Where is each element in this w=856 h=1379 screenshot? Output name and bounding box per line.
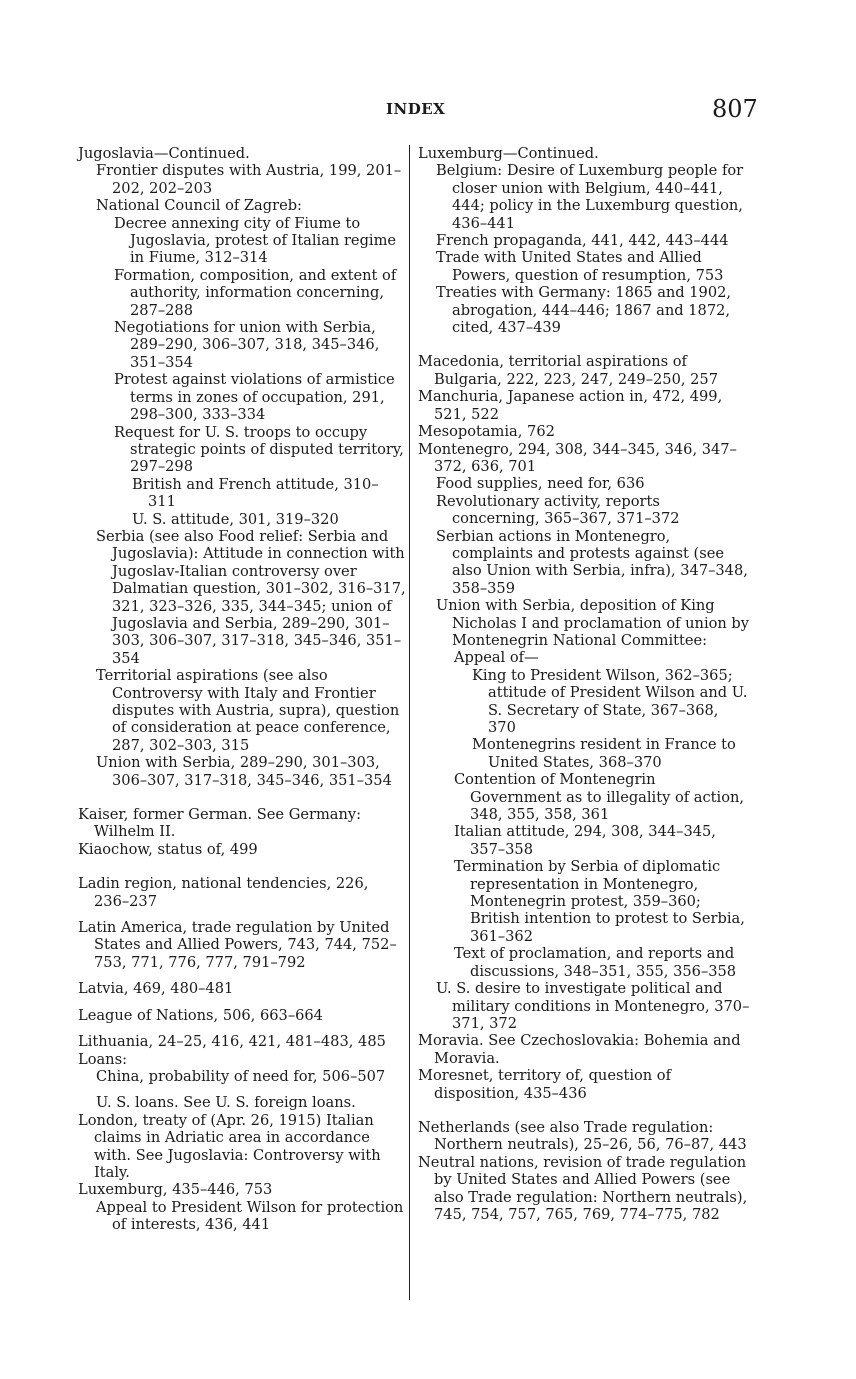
index-entry: Formation, composition, and extent of authority, information concerning, 287–288 bbox=[114, 266, 397, 319]
column-divider bbox=[409, 145, 410, 1300]
index-entry: Mesopotamia, 762 bbox=[418, 423, 555, 441]
index-entry: Text of proclamation, and reports and discussions, 348–351, 355, 356–358 bbox=[454, 945, 737, 980]
index-entry: Neutral nations, revision of trade regulation by United States and Allied Powers (see also Trade regulation: Northern neutrals), 745, 754, 757, 765, 769, 774–775, 782 bbox=[418, 1153, 748, 1223]
index-entry: Termination by Serbia of diplomatic representation in Montenegro, Montenegrin protest, 359–360; British intention to protest to Serbia, 361–362 bbox=[454, 858, 745, 945]
running-head: INDEX bbox=[386, 100, 446, 118]
index-entry: Kiaochow, status of, 499 bbox=[78, 840, 258, 858]
index-column-left bbox=[78, 145, 406, 1234]
index-entry: China, probability of need for, 506–507 bbox=[96, 1067, 386, 1085]
index-entry: Luxemburg—Continued. bbox=[418, 145, 599, 162]
index-entry: U. S. desire to investigate political and military conditions in Montenegro, 370–371, 372 bbox=[436, 980, 750, 1032]
index-entry: Loans: bbox=[78, 1050, 127, 1068]
index-entry: Frontier disputes with Austria, 199, 201–202, 202–203 bbox=[96, 162, 402, 197]
index-entry: Union with Serbia, 289–290, 301–303, 306–307, 317–318, 345–346, 351–354 bbox=[96, 754, 392, 789]
index-entry: Lithuania, 24–25, 416, 421, 481–483, 485 bbox=[78, 1033, 386, 1051]
index-entry: Belgium: Desire of Luxemburg people for closer union with Belgium, 440–441, 444; policy in the Luxemburg question, 436–441 bbox=[436, 162, 744, 232]
index-entry: Montenegro, 294, 308, 344–345, 346, 347–372, 636, 701 bbox=[418, 440, 737, 475]
index-entry: Latvia, 469, 480–481 bbox=[78, 980, 234, 998]
index-entry: Serbian actions in Montenegro, complaints and protests against (see also Union with Serbia, infra), 347–348, 358–359 bbox=[436, 527, 748, 597]
index-entry: Revolutionary activity, reports concerning, 365–367, 371–372 bbox=[436, 492, 680, 528]
page-number: 807 bbox=[712, 95, 758, 123]
index-entry: Protest against violations of armistice terms in zones of occupation, 291, 298–300, 333–334 bbox=[114, 371, 395, 424]
index-entry: Contention of Montenegrin Government as to illegality of action, 348, 355, 358, 361 bbox=[454, 771, 745, 824]
index-entry: Negotiations for union with Serbia, 289–290, 306–307, 318, 345–346, 351–354 bbox=[114, 319, 380, 371]
index-entry: London, treaty of (Apr. 26, 1915) Italian claims in Adriatic area in accordance with. See Jugoslavia: Controversy with Italy. bbox=[78, 1111, 381, 1181]
index-entry: Decree annexing city of Fiume to Jugoslavia, protest of Italian regime in Fiume, 312–314 bbox=[114, 214, 397, 267]
index-entry: Territorial aspirations (see also Controversy with Italy and Frontier disputes with Austria, supra), question of consideration at peace conference, 287, 302–303, 315 bbox=[96, 667, 400, 754]
index-entry: Jugoslavia—Continued. bbox=[78, 145, 250, 162]
index-entry: Treaties with Germany: 1865 and 1902, abrogation, 444–446; 1867 and 1872, cited, 437–439 bbox=[436, 284, 732, 337]
index-entry: Request for U. S. troops to occupy strategic points of disputed territory, 297–298 bbox=[114, 423, 404, 476]
index-entry: League of Nations, 506, 663–664 bbox=[78, 1006, 323, 1024]
index-entry: Appeal of— bbox=[454, 649, 539, 667]
index-entry: Food supplies, need for, 636 bbox=[436, 475, 645, 493]
index-entry: British and French attitude, 310–311 bbox=[132, 475, 379, 511]
index-entry: Kaiser, former German. See Germany: Wilhelm II. bbox=[78, 806, 362, 841]
index-entry: Moravia. See Czechoslovakia: Bohemia and Moravia. bbox=[418, 1032, 741, 1067]
index-entry: Latin America, trade regulation by United States and Allied Powers, 743, 744, 752–753, 771, 776, 777, 791–792 bbox=[78, 919, 397, 971]
index-entry: U. S. attitude, 301, 319–320 bbox=[132, 510, 339, 528]
index-entry: King to President Wilson, 362–365; attitude of President Wilson and U. S. Secretary of State, 367–368, 370 bbox=[472, 666, 748, 736]
index-entry: National Council of Zagreb: bbox=[96, 197, 302, 215]
index-entry: Union with Serbia, deposition of King Nicholas I and proclamation of union by Montenegrin National Committee: bbox=[436, 597, 750, 649]
index-entry: Trade with United States and Allied Powers, question of resumption, 753 bbox=[436, 249, 724, 284]
index-entry: Appeal to President Wilson for protection of interests, 436, 441 bbox=[96, 1198, 404, 1234]
index-entry: Netherlands (see also Trade regulation: Northern neutrals), 25–26, 56, 76–87, 443 bbox=[418, 1118, 747, 1154]
index-entry: Moresnet, territory of, question of disposition, 435–436 bbox=[418, 1067, 671, 1102]
index-column-right bbox=[418, 145, 750, 1223]
index-entry: Luxemburg, 435–446, 753 bbox=[78, 1181, 273, 1199]
index-entry: Ladin region, national tendencies, 226, 236–237 bbox=[78, 875, 369, 910]
index-entry: U. S. loans. See U. S. foreign loans. bbox=[96, 1094, 356, 1112]
index-entry: Macedonia, territorial aspirations of Bulgaria, 222, 223, 247, 249–250, 257 bbox=[418, 353, 718, 388]
index-entry: Manchuria, Japanese action in, 472, 499, 521, 522 bbox=[418, 388, 723, 423]
index-entry: Italian attitude, 294, 308, 344–345, 357–358 bbox=[454, 823, 716, 858]
index-entry: Montenegrins resident in France to United States, 368–370 bbox=[472, 736, 736, 771]
index-entry: Serbia (see also Food relief: Serbia and Jugoslavia): Attitude in connection with Jugoslav-Italian controversy over Dalmatian question, 301–302, 316–317, 321, 323–326, 335, 344–345; union of Jugoslavia and Serbia, 289–290, 301–303, 306–307, 317–318, 345–346, 351–354 bbox=[96, 527, 406, 667]
index-entry: French propaganda, 441, 442, 443–444 bbox=[436, 232, 729, 250]
